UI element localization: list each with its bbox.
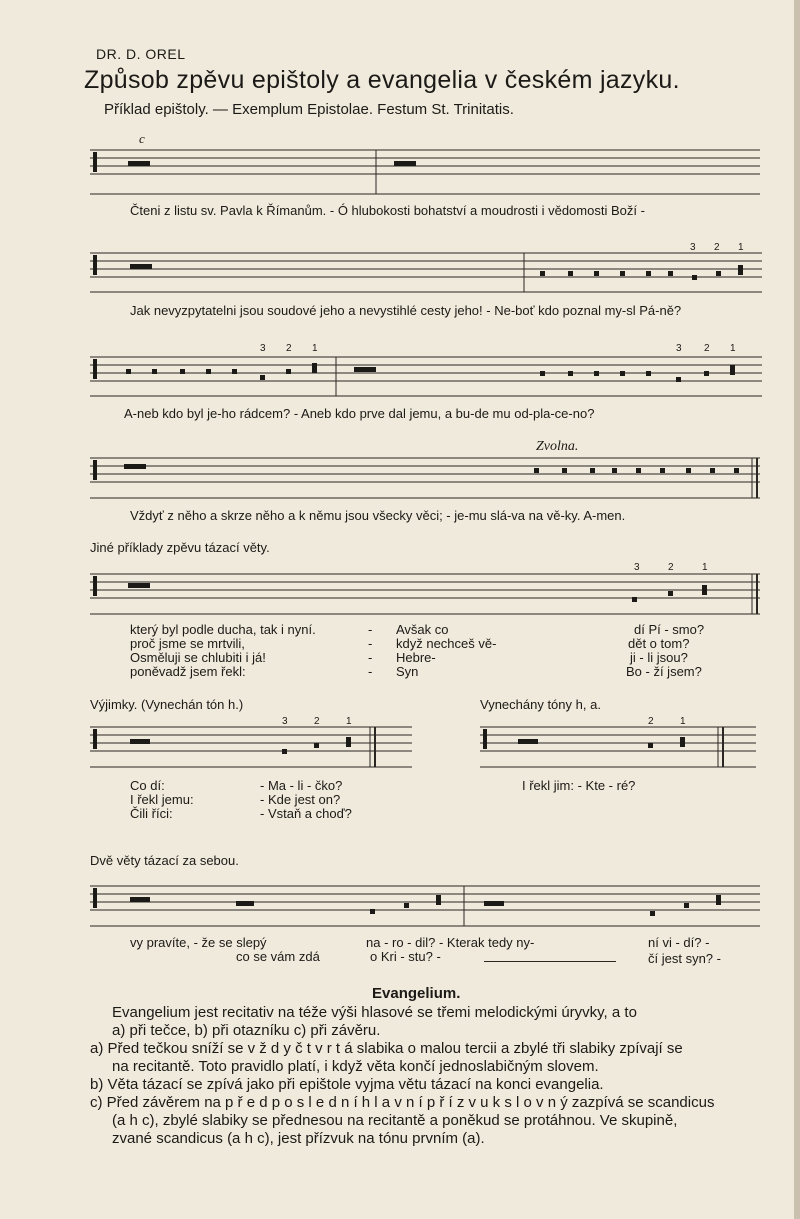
lyrics-line-2: Jak nevyzpytatelni jsou soudové jeho a nevystihlé cesty jeho! - Ne-boť kdo poznal my-sl Pá-ně? xyxy=(130,303,682,318)
two-questions-text: vy pravíte, - že se slepý xyxy=(130,935,267,950)
evangelium-line: c) Před závěrem na p ř e d p o s l e d n í h l a v n í p ř í z v u k s l o v n ý zazpívá se scandicus xyxy=(90,1094,715,1111)
section-heading: Výjimky. (Vynechán tón h.) xyxy=(90,697,244,712)
accent-number: 1 xyxy=(312,343,318,354)
clef-letter: c xyxy=(139,131,145,146)
question-text: Bo - ží jsem? xyxy=(626,664,702,679)
question-text: když nechceš vě- xyxy=(396,636,497,651)
evangelium-line: a) při tečce, b) při otazníku c) při závěru. xyxy=(112,1022,381,1039)
question-text: který byl podle ducha, tak i nyní. xyxy=(130,622,316,637)
exception-text: Čili říci: xyxy=(130,806,173,821)
dash: - xyxy=(368,622,373,637)
two-questions-text: na - ro - dil? - Kterak tedy ny- xyxy=(366,935,535,950)
notes xyxy=(124,161,743,916)
dash: - xyxy=(368,636,373,651)
lyrics-line-1: Čteni z listu sv. Pavla k Římanům. - Ó hlubokosti bohatství a moudrosti i vědomosti Boží - xyxy=(130,203,645,218)
question-text: Avšak co xyxy=(396,622,449,637)
question-text: ji - li jsou? xyxy=(630,650,688,665)
staff-5 xyxy=(90,574,760,614)
question-text: dět o tom? xyxy=(628,636,690,651)
dash: - xyxy=(368,664,373,679)
exception-text: Co dí: xyxy=(130,778,165,793)
lyrics-line-4: Vždyť z něho a skrze něho a k němu jsou všecky věci; - je-mu slá-va na vě-ky. A-men. xyxy=(130,508,626,523)
staff-8 xyxy=(90,886,760,926)
evangelium-line: b) Věta tázací se zpívá jako při epištole vyjma větu tázací na konci evangelia. xyxy=(90,1076,604,1093)
question-text: proč jsme se mrtvili, xyxy=(130,636,245,651)
accent-number: 3 xyxy=(676,343,682,354)
question-text: poněvadž jsem řekl: xyxy=(130,664,246,679)
evangelium-line: zvané scandicus (a h c), jest přízvuk na tónu prvním (a). xyxy=(112,1130,485,1147)
evangelium-line: (a h c), zbylé slabiky se přednesou na recitantě a poněkud se protáhnou. Ve skupině, xyxy=(112,1112,678,1129)
accent-number: 2 xyxy=(714,242,720,253)
section-heading: Vynechány tóny h, a. xyxy=(480,697,601,712)
exception-text: - Kde jest on? xyxy=(260,792,341,807)
evangelium-line: a) Před tečkou sníží se v ž d y č t v r t á slabika o malou tercii a zbylé tři slabiky zpívají se xyxy=(90,1040,683,1057)
accent-number: 1 xyxy=(680,716,686,727)
accent-number: 3 xyxy=(282,716,288,727)
two-questions-text: čí jest syn? - xyxy=(648,951,721,966)
question-text: Syn xyxy=(396,664,419,679)
page-subtitle: Příklad epištoly. — Exemplum Epistolae. Festum St. Trinitatis. xyxy=(104,101,514,118)
two-questions-text: o Kri - stu? - xyxy=(370,949,441,964)
author: DR. D. OREL xyxy=(96,46,186,62)
accent-number: 1 xyxy=(346,716,352,727)
staff-6 xyxy=(90,727,412,767)
accent-number: 3 xyxy=(690,242,696,253)
staff-2 xyxy=(90,253,762,292)
exception-text: I řekl jemu: xyxy=(130,792,194,807)
two-questions-text: ní vi - dí? - xyxy=(648,935,710,950)
section-heading: Dvě věty tázací za sebou. xyxy=(90,853,239,868)
question-text: dí Pí - smo? xyxy=(634,622,705,637)
staff-1 xyxy=(90,150,760,194)
lyrics-line-3: A-neb kdo byl je-ho rádcem? - Aneb kdo prve dal jemu, a bu-de mu od-pla-ce-no? xyxy=(124,406,595,421)
tempo-marking: Zvolna. xyxy=(536,439,579,454)
continuation-rule xyxy=(484,961,616,962)
evangelium-line: na recitantě. Toto pravidlo platí, i když věta končí jednoslabičným slovem. xyxy=(112,1058,599,1075)
accent-number: 3 xyxy=(634,562,640,573)
staff-7 xyxy=(480,727,756,767)
page-title: Způsob zpěvu epištoly a evangelia v českém jazyku. xyxy=(84,66,680,94)
section-heading: Jiné příklady zpěvu tázací věty. xyxy=(90,540,270,555)
exception-text: - Ma - li - čko? xyxy=(260,778,343,793)
staff-3 xyxy=(90,357,762,396)
evangelium-heading: Evangelium. xyxy=(372,985,461,1002)
question-text: Hebre- xyxy=(396,650,436,665)
evangelium-line: Evangelium jest recitativ na téže výši hlasové se třemi melodickými úryvky, a to xyxy=(112,1004,637,1021)
accent-number: 1 xyxy=(702,562,708,573)
accent-number: 1 xyxy=(730,343,736,354)
accent-number: 2 xyxy=(286,343,292,354)
exception-text: I řekl jim: - Kte - ré? xyxy=(522,778,636,793)
accent-number: 2 xyxy=(668,562,674,573)
accent-number: 2 xyxy=(704,343,710,354)
exception-text: - Vstaň a choď? xyxy=(260,806,352,821)
two-questions-text: co se vám zdá xyxy=(236,949,320,964)
question-text: Osměluji se chlubiti i já! xyxy=(130,650,266,665)
accent-number: 2 xyxy=(314,716,320,727)
dash: - xyxy=(368,650,373,665)
accent-number: 2 xyxy=(648,716,654,727)
accent-number: 3 xyxy=(260,343,266,354)
staff-4 xyxy=(90,458,760,498)
accent-number: 1 xyxy=(738,242,744,253)
